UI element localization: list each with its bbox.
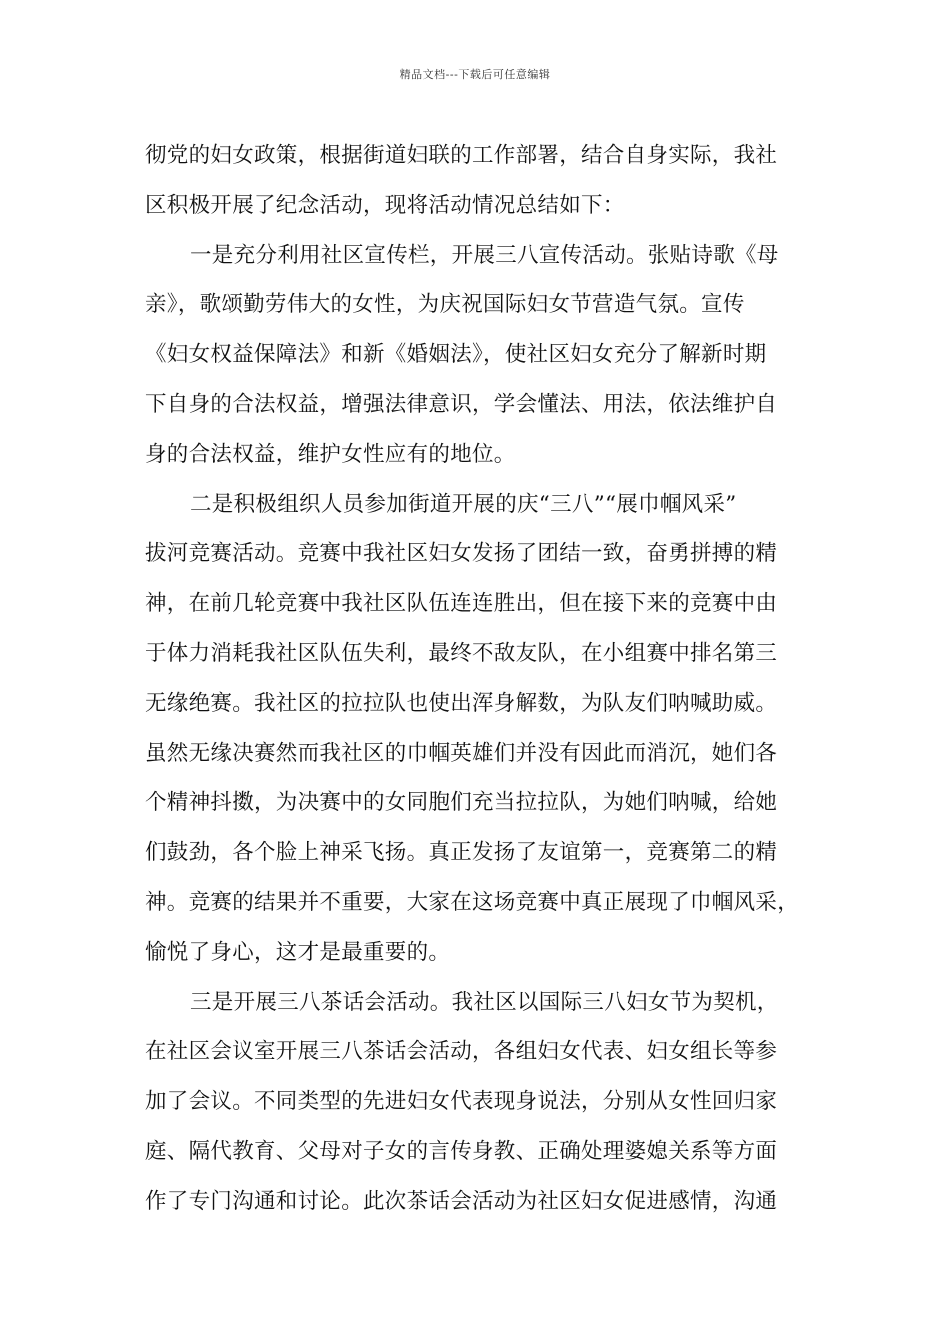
text-line: 下自身的合法权益，增强法律意识，学会懂法、用法，依法维护自 bbox=[145, 391, 778, 417]
paragraph-first-line: 三是开展三八茶话会活动。我社区以国际三八妇女节为契机， bbox=[190, 989, 779, 1015]
text-line: 彻党的妇女政策，根据街道妇联的工作部署，结合自身实际，我社 bbox=[145, 143, 778, 168]
text-line: 拔河竞赛活动。竞赛中我社区妇女发扬了团结一致，奋勇拼搏的精 bbox=[145, 541, 778, 567]
text-line: 身的合法权益，维护女性应有的地位。 bbox=[145, 441, 516, 467]
text-line: 神，在前几轮竞赛中我社区队伍连连胜出，但在接下来的竞赛中由 bbox=[145, 591, 778, 617]
text-line: 作了专门沟通和讨论。此次茶话会活动为社区妇女促进感情，沟通 bbox=[145, 1188, 778, 1214]
paragraph-first-line: 一是充分利用社区宣传栏，开展三八宣传活动。张贴诗歌《母 bbox=[190, 242, 779, 268]
text-line: 无缘绝赛。我社区的拉拉队也使出浑身解数，为队友们呐喊助威。 bbox=[145, 690, 778, 716]
text-line: 个精神抖擞，为决赛中的女同胞们充当拉拉队，为她们呐喊，给她 bbox=[145, 790, 778, 816]
text-line: 们鼓劲，各个脸上神采飞扬。真正发扬了友谊第一，竞赛第二的精 bbox=[145, 840, 778, 866]
text-line: 愉悦了身心，这才是最重要的。 bbox=[145, 939, 451, 965]
text-line: 庭、隔代教育、父母对子女的言传身教、正确处理婆媳关系等方面 bbox=[145, 1138, 778, 1164]
text-line: 在社区会议室开展三八茶话会活动，各组妇女代表、妇女组长等参 bbox=[145, 1039, 778, 1065]
text-line: 《妇女权益保障法》和新《婚姻法》，使社区妇女充分了解新时期 bbox=[145, 342, 767, 368]
text-line: 神。竞赛的结果并不重要，大家在这场竞赛中真正展现了巾帼风采， bbox=[145, 889, 800, 915]
text-line: 于体力消耗我社区队伍失利，最终不敌友队，在小组赛中排名第三 bbox=[145, 640, 778, 666]
paragraph-first-line: 二是积极组织人员参加街道开展的庆“三八”“展巾帼风采” bbox=[190, 491, 737, 517]
text-line: 区积极开展了纪念活动，现将活动情况总结如下： bbox=[145, 192, 625, 218]
document-body bbox=[145, 131, 820, 1227]
header-note: 精品文档---下载后可任意编辑 bbox=[399, 68, 551, 81]
text-line: 亲》，歌颂勤劳伟大的女性，为庆祝国际妇女节营造气氛。宣传 bbox=[145, 292, 745, 318]
text-line: 虽然无缘决赛然而我社区的巾帼英雄们并没有因此而消沉，她们各 bbox=[145, 740, 778, 766]
text-line: 加了会议。不同类型的先进妇女代表现身说法，分别从女性回归家 bbox=[145, 1089, 778, 1115]
